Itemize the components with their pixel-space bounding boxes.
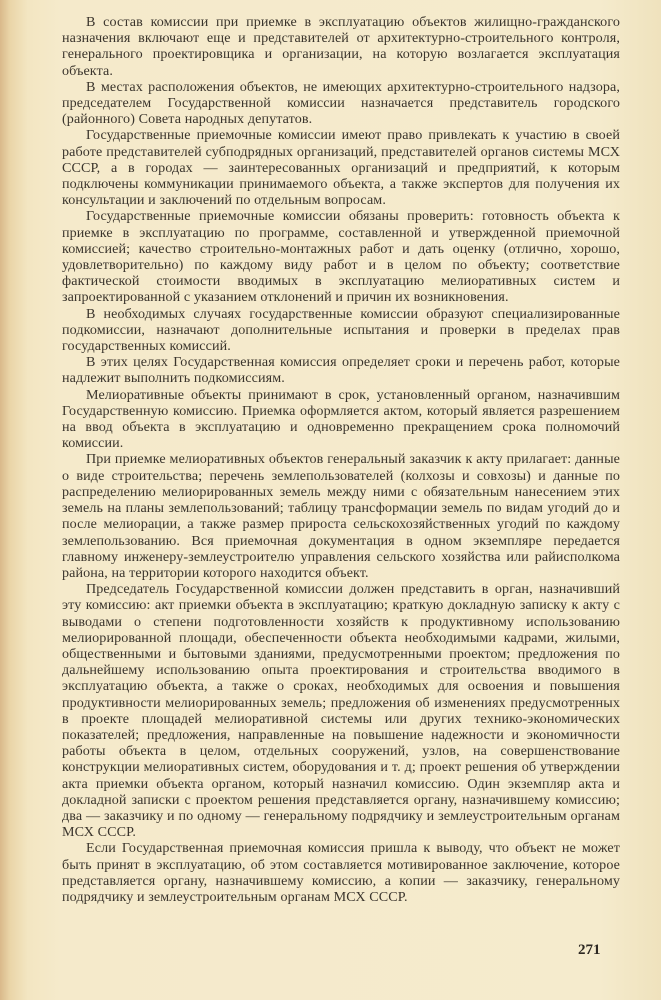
paragraph: В состав комиссии при приемке в эксплуатацию объектов жилищно-гражданского назначения включают еще и представителей от архитектурно-строительного контроля, генерального проектировщика и организации, на которую возлагается эксплуатация объекта. — [62, 14, 620, 79]
paragraph: Если Государственная приемочная комиссия пришла к выводу, что объект не может быть принят в эксплуатацию, об этом составляется мотивированное заключение, которое представляется органу, назначившему комиссию, а копии — заказчику, генеральному подрядчику и землеустроительным органам МСХ СССР. — [62, 840, 620, 905]
paragraph: В необходимых случаях государственные комиссии образуют специализированные подкомиссии, назначают дополнительные испытания и проверки в пределах прав государственных комиссий. — [62, 305, 620, 355]
paragraph: В местах расположения объектов, не имеющих архитектурно-строительного надзора, председателем Государственной комиссии назначается представитель городского (районного) Совета народных депутатов. — [62, 78, 620, 128]
paragraph: Государственные приемочные комиссии имеют право привлекать к участию в своей работе представителей субподрядных организаций, представителей органов системы МСХ СССР, а в городах — заинтересованных организаций и предприятий, к которым подключены коммуникации принимаемого объекта, а также экспертов для получения их консультации и заключений по отдельным вопросам. — [62, 127, 620, 209]
paragraph: Государственные приемочные комиссии обязаны проверить: готовность объекта к приемке в эксплуатацию по программе, составленной и утвержденной приемочной комиссией; качество строительно-монтажных работ и дать оценку (отлично, хорошо, удовлетворительно) по каждому виду работ и в целом по объекту; соответствие фактической стоимости вводимых в эксплуатацию мелиоративных систем и запроектированной с указанием отклонений и причин их возникновения. — [62, 208, 620, 306]
paragraph: При приемке мелиоративных объектов генеральный заказчик к акту прилагает: данные о виде строительства; перечень землепользователей (колхозы и совхозы) и данные по распределению мелиорированных земель между ними с обязательным нанесением этих земель на планы землепользований; таблицу трансформации земель по видам угодий до и после мелиорации, а также размер прироста сельскохозяйственных угодий по каждому землепользованию. Вся приемочная документация в одном экземпляре передается главному инженеру-землеустроителю управления сельского хозяйства или райисполкома района, на территории которого находится объект. — [62, 451, 620, 581]
paragraph: Председатель Государственной комиссии должен представить в орган, назначивший эту комиссию: акт приемки объекта в эксплуатацию; краткую докладную записку к акту с выводами о степени подготовленности хозяйств к продуктивному использованию мелиорированной площади, обеспеченности объекта необходимыми кадрами, жилыми, общественными и бытовыми зданиями, предусмотренными проектом; предложения по дальнейшему использованию опыта проектирования и строительства вводимого в эксплуатацию объекта, а также о сроках, необходимых для освоения и повышения продуктивности мелиорированных земель; предложения об изменениях предусмотренных в проекте площадей мелиоративной системы или других технико-экономических показателей; предложения, направленные на повышение надежности и экономичности работы объекта в целом, отдельных сооружений, узлов, на совершенствование конструкции мелиоративных систем, оборудования и т. д; проект решения об утверждении акта приемки объекта органом, который назначил комиссию. Один экземпляр акта и докладной записки с проектом решения представляется органу, назначившему комиссию; два — заказчику и по одному — генеральному подрядчику и землеустроительным органам МСХ СССР. — [62, 581, 620, 841]
page-number: 271 — [578, 942, 601, 958]
page-body — [62, 14, 620, 905]
paragraph: В этих целях Государственная комиссия определяет сроки и перечень работ, которые надлежит выполнить подкомиссиям. — [62, 354, 620, 387]
paragraph: Мелиоративные объекты принимают в срок, установленный органом, назначившим Государственную комиссию. Приемка оформляется актом, который является разрешением на ввод объекта в эксплуатацию и одновременно прекращением срока полномочий комиссии. — [62, 386, 620, 452]
